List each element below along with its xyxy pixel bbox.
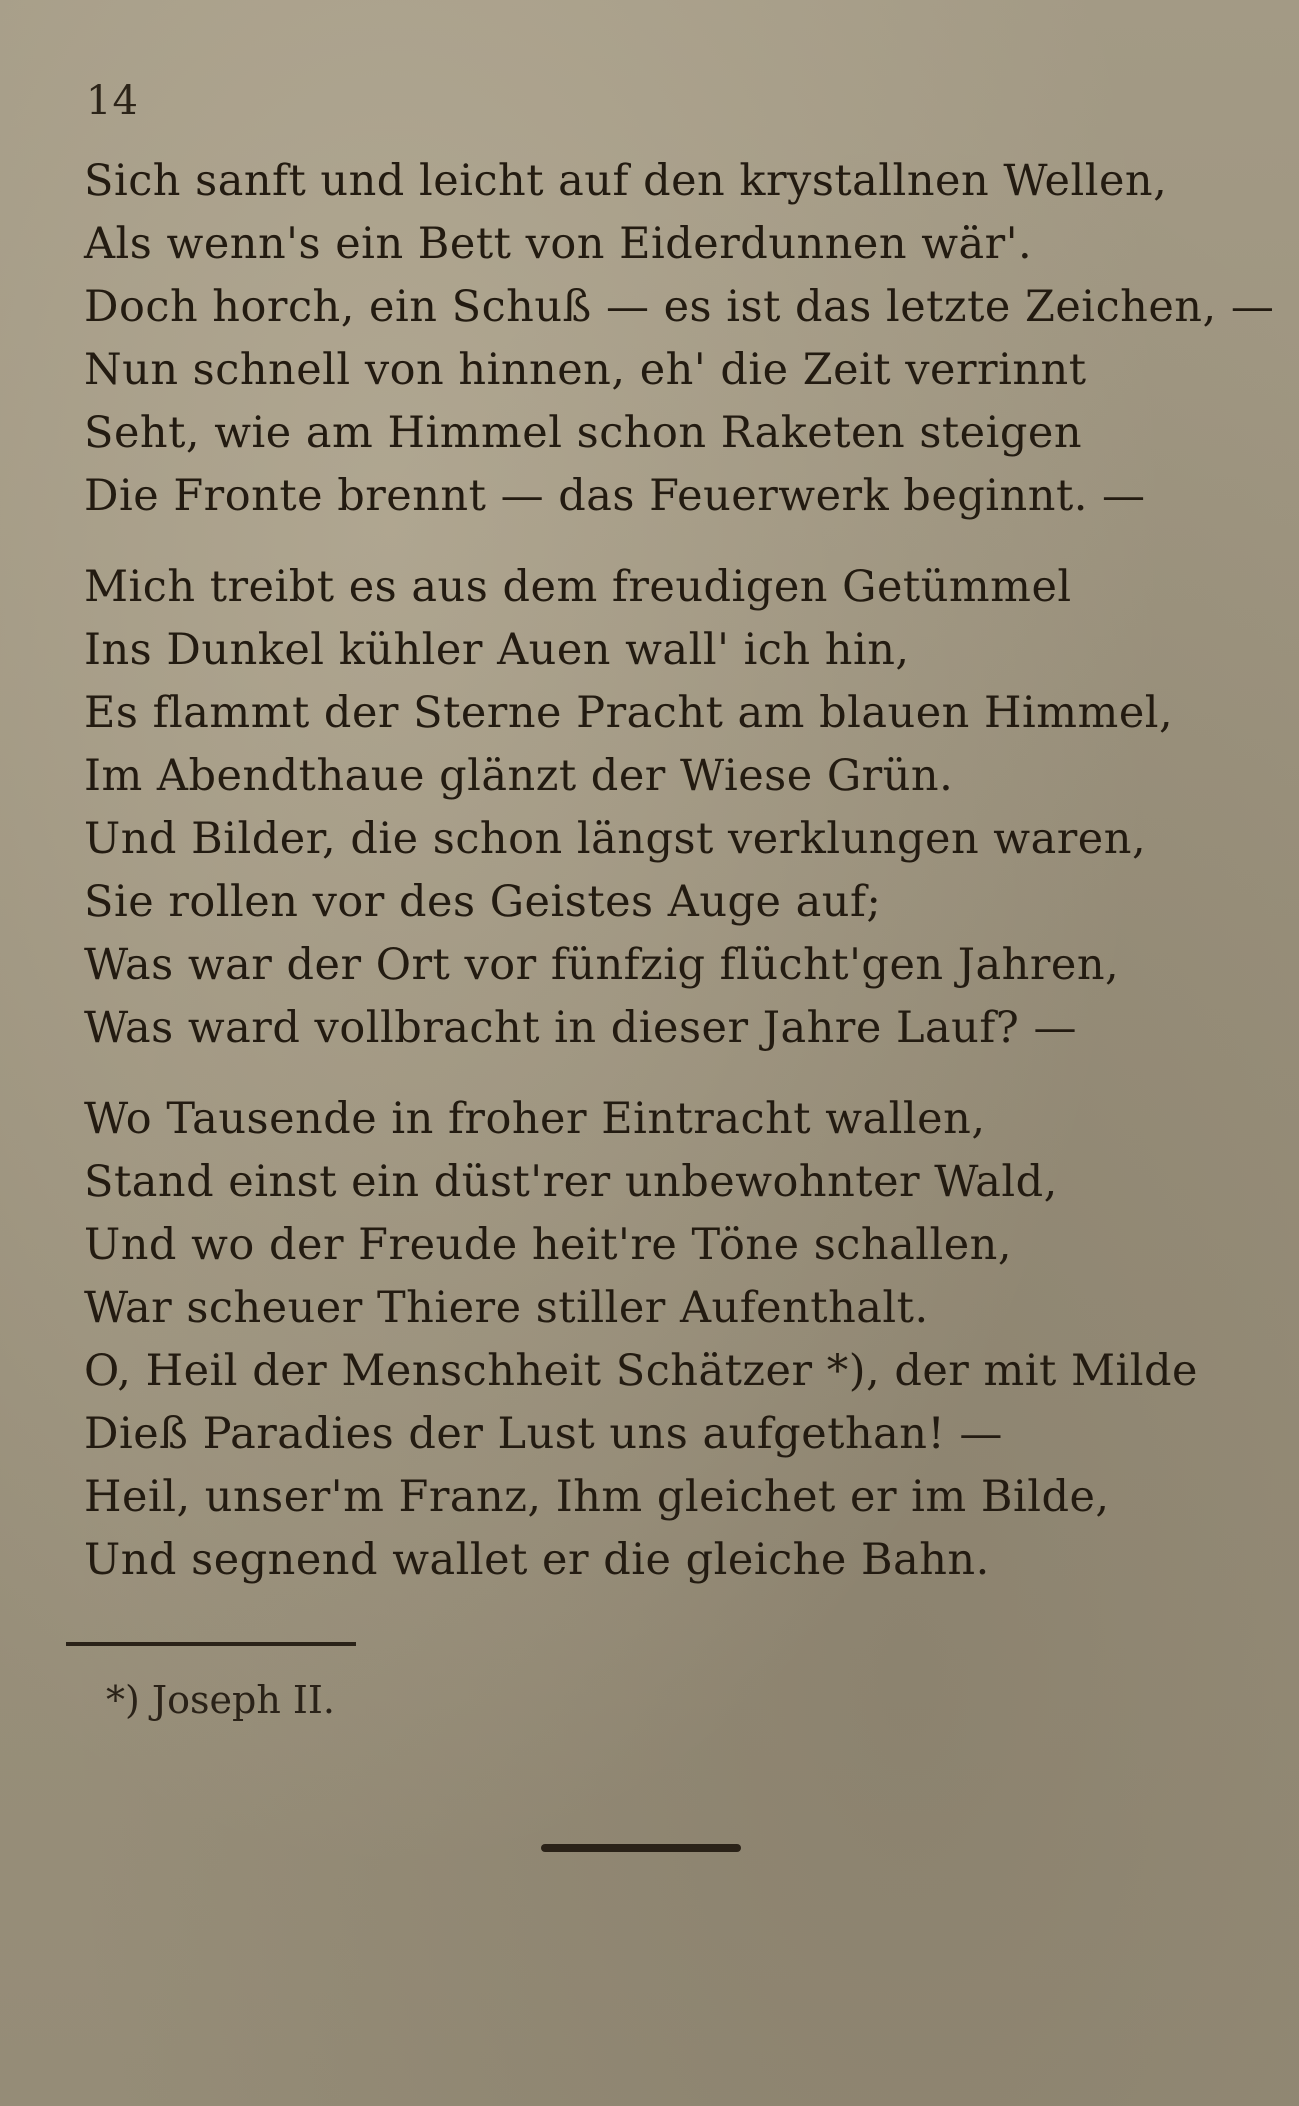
poem-line: Die Fronte brennt — das Feuerwerk beginnt. — xyxy=(84,471,1146,521)
end-ornament-rule xyxy=(541,1844,741,1852)
poem-line: Im Abendthaue glänzt der Wiese Grün. xyxy=(84,751,954,801)
page-number: 14 xyxy=(86,78,139,124)
poem-line: Wo Tausende in froher Eintracht wallen, xyxy=(84,1094,986,1144)
poem-line: Als wenn's ein Bett von Eiderdunnen wär'. xyxy=(84,219,1033,269)
poem-line: Ins Dunkel kühler Auen wall' ich hin, xyxy=(84,625,910,675)
poem-line: Und segnend wallet er die gleiche Bahn. xyxy=(84,1535,990,1585)
footnote: *) Joseph II. xyxy=(106,1678,335,1722)
poem-line: War scheuer Thiere stiller Aufenthalt. xyxy=(84,1283,929,1333)
poem-line: Mich treibt es aus dem freudigen Getümmel xyxy=(84,562,1072,612)
stanza-1 xyxy=(84,150,1275,528)
poem-line: Nun schnell von hinnen, eh' die Zeit verrinnt xyxy=(84,345,1087,395)
poem-line: Es flammt der Sterne Pracht am blauen Himmel, xyxy=(84,688,1174,738)
poem-line: Sich sanft und leicht auf den krystallnen Wellen, xyxy=(84,156,1168,206)
poem-line: Stand einst ein düst'rer unbewohnter Wald, xyxy=(84,1157,1058,1207)
poem-line: Dieß Paradies der Lust uns aufgethan! — xyxy=(84,1409,1003,1459)
stanza-3 xyxy=(84,1088,1244,1592)
poem-line: Und Bilder, die schon längst verklungen waren, xyxy=(84,814,1147,864)
poem-line: Was war der Ort vor fünfzig flücht'gen Jahren, xyxy=(84,940,1120,990)
poem xyxy=(84,150,1275,1592)
poem-line: Und wo der Freude heit're Töne schallen, xyxy=(84,1220,1013,1270)
stanza-2 xyxy=(84,556,1244,1060)
poem-line: Was ward vollbracht in dieser Jahre Lauf? — xyxy=(84,1003,1077,1053)
poem-line: Seht, wie am Himmel schon Raketen steigen xyxy=(84,408,1083,458)
footnote-rule xyxy=(66,1642,356,1646)
poem-line: Doch horch, ein Schuß — es ist das letzte Zeichen, — xyxy=(84,282,1275,332)
poem-line: O, Heil der Menschheit Schätzer *), der mit Milde xyxy=(84,1346,1199,1396)
poem-line: Heil, unser'm Franz, Ihm gleichet er im Bilde, xyxy=(84,1472,1110,1522)
poem-line: Sie rollen vor des Geistes Auge auf; xyxy=(84,877,882,927)
